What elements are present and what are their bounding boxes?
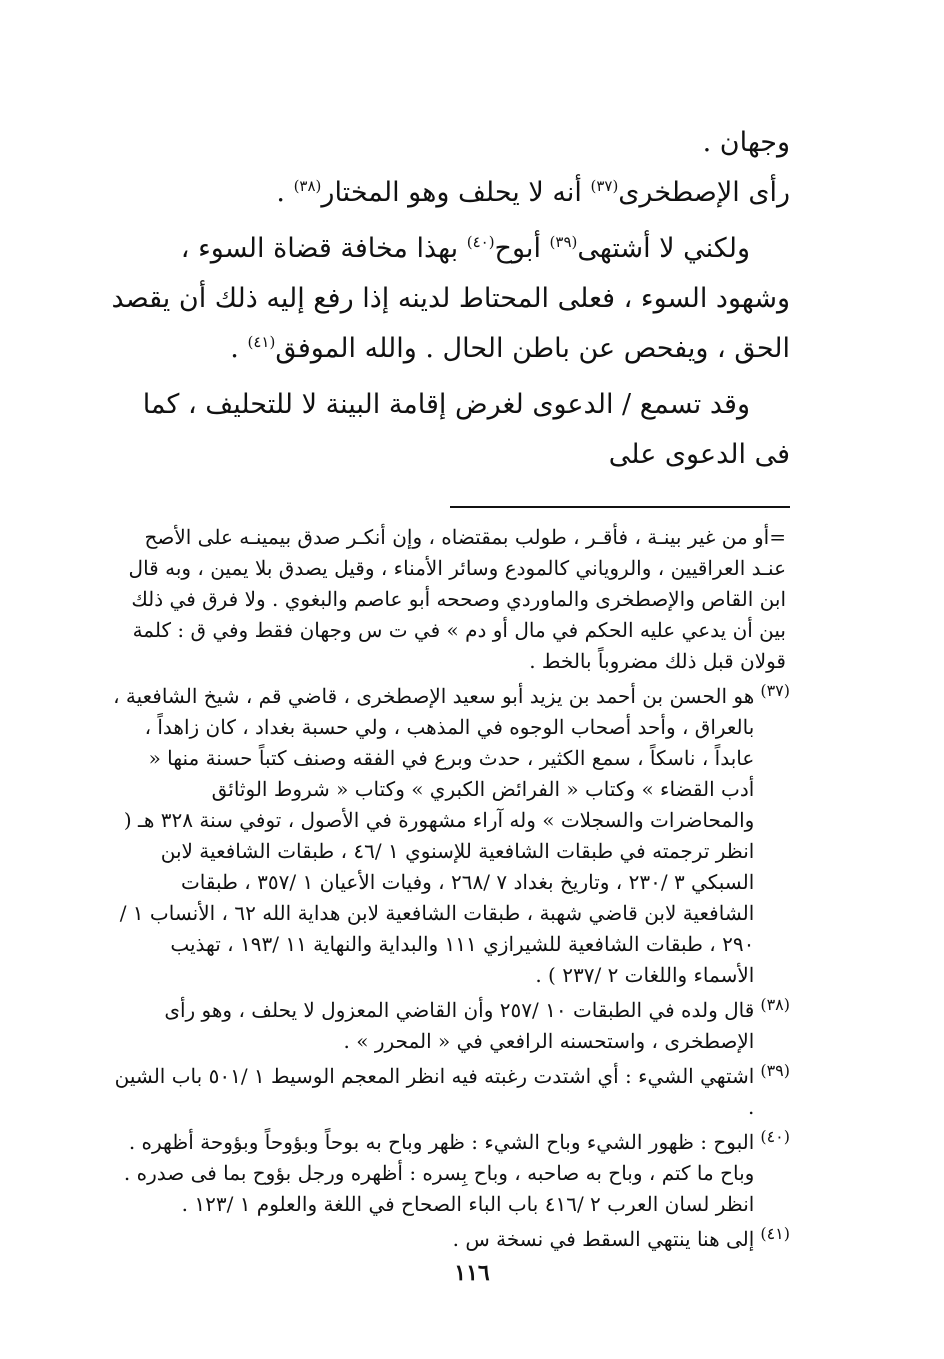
main-line-2-part-c: . [276, 177, 294, 208]
footnote-number: (٤١) [760, 1224, 790, 1243]
main-paragraph-3: وقد تسمع / الدعوى لغرض إقامة البينة لا للتحليف ، كما فى الدعوى على [142, 389, 790, 470]
main-text [110, 118, 790, 480]
footnotes [110, 522, 790, 1255]
footnote-ref-40: (٤٠) [466, 233, 495, 251]
footnote-number: (٣٩) [760, 1061, 790, 1080]
footnote-number: (٣٨) [760, 995, 790, 1014]
footnote-38 [110, 995, 790, 1057]
main-line-2-part-b: أنه لا يحلف وهو المختار [321, 177, 591, 208]
footnote-41 [110, 1224, 790, 1255]
footnote-ref-39: (٣٩) [549, 233, 578, 251]
main-paragraph-2-part-c: بهذا مخافة قضاة السوء ، وشهود السوء ، فعلى المحتاط لدينه إذا رفع إليه ذلك أن يقصد الحق ، ويفحص عن باطن الحال . والله الموفق [111, 233, 790, 364]
footnote-40 [110, 1127, 790, 1220]
footnote-continuation: =أو من غير بينـة ، فأقـر ، طولب بمقتضاه ، وإن أنكـر صدق بيمينـه على الأصح عنـد العراقيين ، والروياني كالمودع وسائر الأمناء ، وقيل يصدق بلا يمين ، وبه قال ابن القاص والإصطخرى والماوردي وصححه أبو عاصم والبغوي . ولا فرق في ذلك بين أن يدعي عليه الحكم في مال أو دم » في ت س وجهان فقط وفي ق : كلمة قولان قبل ذلك مضروباً بالخط . [128, 525, 786, 673]
main-paragraph-2 [110, 224, 790, 374]
main-line-2-part-a: رأى الإصطخرى [618, 177, 790, 208]
footnote-39 [110, 1061, 790, 1123]
footnote-ref-37: (٣٧) [590, 177, 619, 195]
footnote-37 [110, 681, 790, 991]
footnote-text: اشتهي الشيء : أي اشتدت رغبته فيه انظر المعجم الوسيط ١ /٥٠١ باب الشين . [114, 1064, 755, 1119]
footnote-text: قال ولده في الطبقات ١٠ /٢٥٧ وأن القاضي المعزول لا يحلف ، وهو رأى الإصطخرى ، واستحسنه الرافعي في « المحرر » . [164, 998, 755, 1053]
main-paragraph-2-part-a: ولكني لا أشتهى [577, 233, 750, 264]
main-paragraph-2-part-b: أبوح [494, 233, 550, 264]
main-line-2 [110, 168, 790, 218]
main-line-1: وجهان . [702, 127, 790, 158]
page-number: ١١٦ [454, 1260, 490, 1286]
footnote-number: (٣٧) [760, 681, 790, 700]
main-paragraph-2-part-d: . [230, 333, 248, 364]
footnote-ref-41: (٤١) [247, 333, 276, 351]
footnote-text: البوح : ظهور الشيء وباح الشيء : ظهر وباح به بوحاً وبؤوحاً وبؤوحة أظهره . وباح ما كتم ، وباح به صاحبه ، وباح بِسره : أظهره ورجل بؤوح بما فى صدره . انظر لسان العرب ٢ /٤١٦ باب الباء الصحاح في اللغة والعلوم ١ /١٢٣ . [123, 1130, 755, 1216]
footnote-text: إلى هنا ينتهي السقط في نسخة س . [452, 1227, 755, 1251]
footnote-ref-38: (٣٨) [293, 177, 322, 195]
footnote-number: (٤٠) [760, 1127, 790, 1146]
footnote-separator [450, 506, 790, 508]
document-page [110, 118, 790, 1255]
footnote-text: هو الحسن بن أحمد بن يزيد أبو سعيد الإصطخرى ، قاضي قم ، شيخ الشافعية ، بالعراق ، وأحد أصحاب الوجوه في المذهب ، ولي حسبة بغداد ، كان زاهداً ، عابداً ، ناسكاً ، سمع الكثير ، حدث وبرع في الفقه وصنف كتباً حسنة منها « أدب القضاء » وكتاب « الفرائض الكبري » وكتاب « شروط الوثائق والمحاضرات والسجلات » وله آراء مشهورة في الأصول ، توفي سنة ٣٢٨ هـ ( انظر ترجمته في طبقات الشافعية للإسنوي ١ /٤٦ ، طبقات الشافعية لابن السبكي ٣ /٢٣٠ ، وتاريخ بغداد ٧ /٢٦٨ ، وفيات الأعيان ١ /٣٥٧ ، طبقات الشافعية لابن قاضي شهبة ، طبقات الشافعية لابن هداية الله ٦٢ ، الأنساب ١ /٢٩٠ ، طبقات الشافعية للشيرازي ١١١ والبداية والنهاية ١١ /١٩٣ ، تهذيب الأسماء واللغات ٢ /٢٣٧ ) . [113, 684, 755, 987]
